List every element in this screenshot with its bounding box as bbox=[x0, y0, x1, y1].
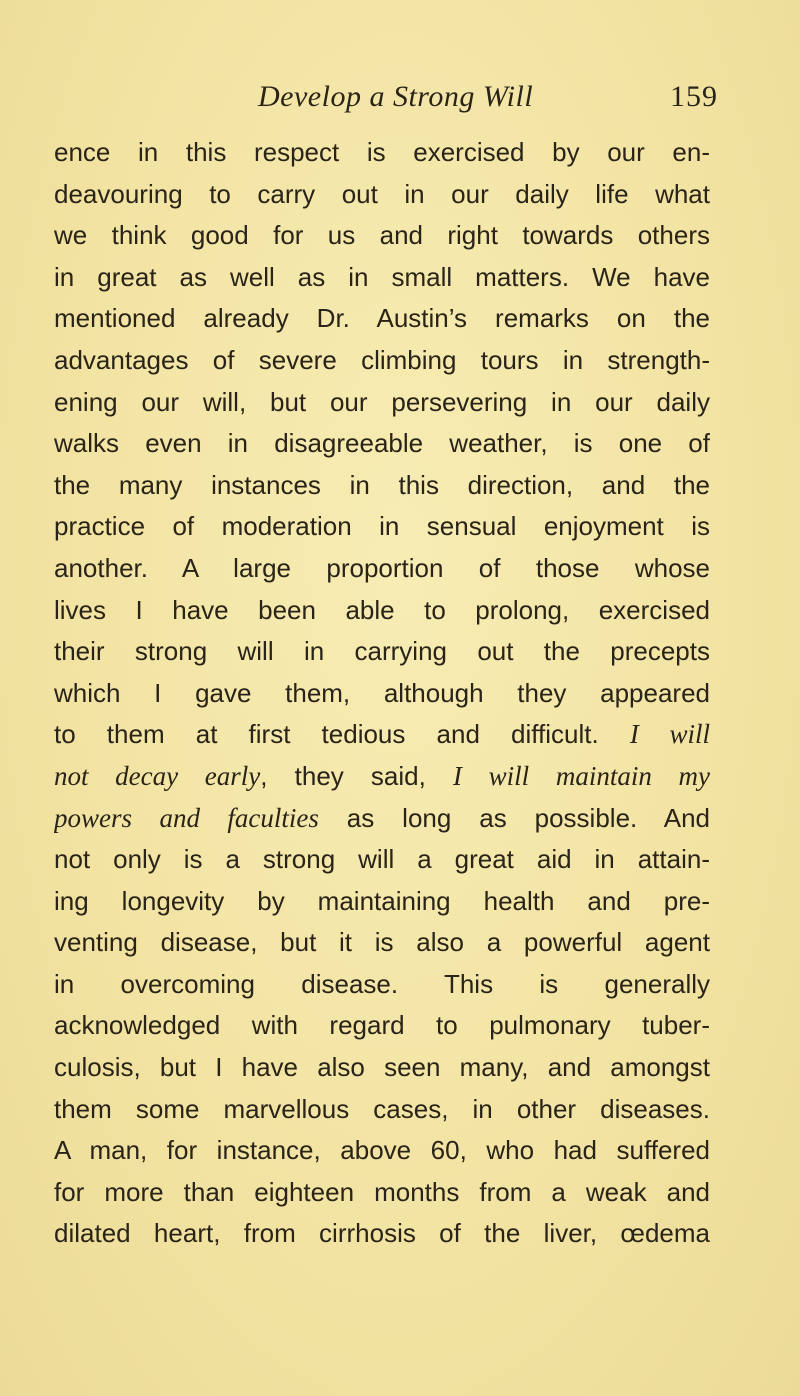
text-segment: as long as possible. And bbox=[318, 802, 710, 833]
text-line bbox=[54, 673, 710, 715]
text-segment: not only is a strong will a great aid in attain- bbox=[54, 844, 710, 875]
text-line bbox=[54, 1047, 710, 1089]
text-line bbox=[54, 839, 710, 881]
text-line bbox=[54, 548, 710, 590]
text-line bbox=[54, 1213, 710, 1255]
text-segment: , they said, bbox=[260, 760, 453, 791]
text-line bbox=[54, 881, 710, 923]
text-line bbox=[54, 1130, 710, 1172]
text-line bbox=[54, 423, 710, 465]
text-line bbox=[54, 1005, 710, 1047]
text-segment: culosis, but I have also seen many, and amongst bbox=[54, 1052, 710, 1083]
text-line bbox=[54, 382, 710, 424]
text-line bbox=[54, 1089, 710, 1131]
text-line bbox=[54, 631, 710, 673]
text-segment: ing longevity by maintaining health and pre- bbox=[54, 885, 710, 916]
text-segment: mentioned already Dr. Austin’s remarks on the bbox=[54, 303, 710, 334]
text-segment: their strong will in carrying out the precepts bbox=[54, 636, 710, 667]
text-segment: which I gave them, although they appeared bbox=[54, 677, 710, 708]
text-line bbox=[54, 756, 710, 798]
text-line bbox=[54, 714, 710, 756]
text-segment: ence in this respect is exercised by our en- bbox=[54, 137, 710, 167]
italic-segment: I will maintain my bbox=[452, 760, 710, 791]
text-line bbox=[54, 174, 710, 216]
running-head bbox=[258, 80, 718, 124]
text-segment: A man, for instance, above 60, who had suffered bbox=[54, 1135, 710, 1166]
text-segment: dilated heart, from cirrhosis of the liver, œdema bbox=[54, 1218, 710, 1249]
text-segment: acknowledged with regard to pulmonary tuber- bbox=[54, 1010, 710, 1041]
text-segment: the many instances in this direction, and the bbox=[54, 469, 710, 500]
italic-segment: not decay early bbox=[54, 760, 261, 791]
text-line bbox=[54, 465, 710, 507]
text-segment: ening our will, but our persevering in our daily bbox=[54, 386, 710, 417]
body-text bbox=[54, 132, 710, 1255]
text-line bbox=[54, 215, 710, 257]
italic-segment: I will bbox=[629, 719, 710, 750]
text-segment: we think good for us and right towards others bbox=[54, 220, 710, 251]
text-line bbox=[54, 590, 710, 632]
text-line bbox=[54, 257, 710, 299]
text-line bbox=[54, 506, 710, 548]
text-line bbox=[54, 964, 710, 1006]
text-segment: in overcoming disease. This is generally bbox=[54, 968, 710, 999]
text-segment: venting disease, but it is also a powerful agent bbox=[54, 927, 710, 958]
text-segment: for more than eighteen months from a weak and bbox=[54, 1176, 710, 1207]
text-line bbox=[54, 340, 710, 382]
text-segment: in great as well as in small matters. We have bbox=[54, 261, 710, 292]
text-segment: walks even in disagreeable weather, is one of bbox=[54, 428, 710, 459]
italic-segment: powers and faculties bbox=[54, 802, 319, 833]
text-line bbox=[54, 922, 710, 964]
text-line bbox=[54, 798, 710, 840]
text-line bbox=[54, 132, 710, 174]
text-segment: deavouring to carry out in our daily life what bbox=[54, 178, 710, 209]
text-segment: practice of moderation in sensual enjoyment is bbox=[54, 511, 710, 542]
page-number: 159 bbox=[670, 80, 718, 113]
text-line bbox=[54, 1172, 710, 1214]
text-segment: them some marvellous cases, in other diseases. bbox=[54, 1093, 710, 1124]
text-line bbox=[54, 298, 710, 340]
text-segment: another. A large proportion of those whose bbox=[54, 552, 710, 583]
text-segment: lives I have been able to prolong, exercised bbox=[54, 594, 710, 625]
text-segment: advantages of severe climbing tours in strength- bbox=[54, 344, 710, 375]
text-segment: to them at first tedious and difficult. bbox=[54, 719, 630, 750]
running-head-title: Develop a Strong Will bbox=[258, 80, 534, 113]
